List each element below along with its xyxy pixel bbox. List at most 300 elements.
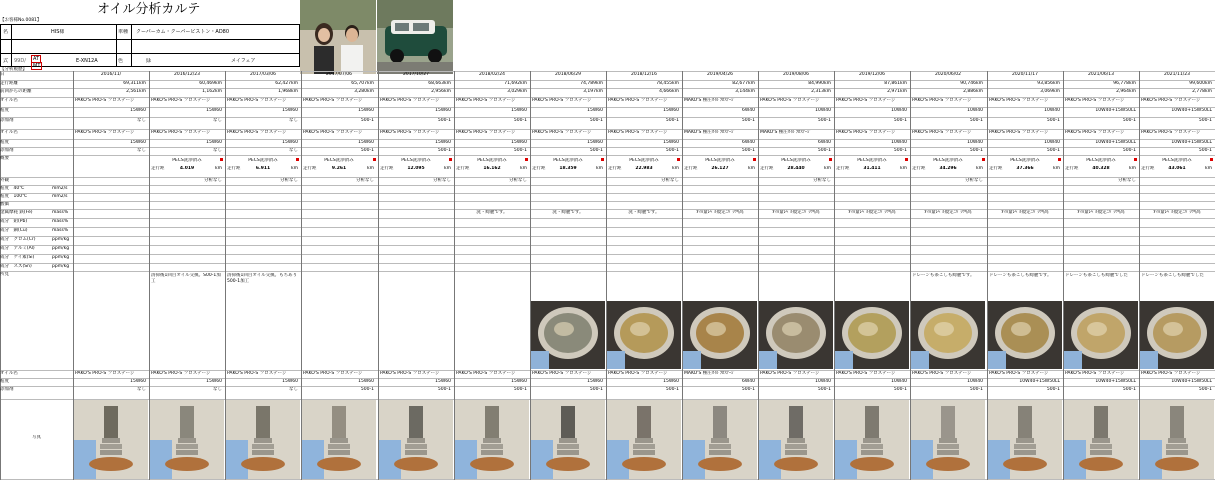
unit-label: mass% <box>52 219 69 224</box>
customer-info-box <box>0 24 300 67</box>
column-pecs-note: PECS洗浄済み <box>553 158 583 163</box>
row-label-viscosity3: 粘度 <box>0 379 9 384</box>
column-oil-name: PAKO'S PRO-S フロステージ <box>227 98 287 103</box>
column-oil-name2: PAKO'S PRO-S フロステージ <box>989 130 1049 135</box>
column-additive2: なし <box>289 148 298 153</box>
column-oil-name2: MAKO'S 極圧ｵｲﾙ ﾌﾛｽﾃｰｼﾞ <box>760 130 812 135</box>
column-distance-value: 43.061 <box>1168 166 1186 171</box>
column-since-last: 2,971km <box>887 89 907 94</box>
column-viscosity2: 15W60 <box>206 140 222 145</box>
column-additive3: 500-1 <box>1122 387 1136 392</box>
column-oil-name: PAKO'S PRO-S フロステージ <box>912 98 972 103</box>
drain-plug-photo <box>1064 400 1138 479</box>
row-label-v100: 粘度 100℃ <box>0 194 28 199</box>
column-oil-name: PAKO'S PRO-S フロステージ <box>151 98 211 103</box>
column-additive3: 500-1 <box>969 387 983 392</box>
car-value: クーパーカム・クーパーピストン・AD80 <box>136 29 230 35</box>
column-oil-name: PAKO'S PRO-S フロステージ <box>380 98 440 103</box>
column-additive3: 500-1 <box>513 387 527 392</box>
column-additive2: 500-1 <box>1046 148 1060 153</box>
column-oil-name: PAKO'S PRO-S フロステージ <box>836 98 896 103</box>
column-oil-name2: PAKO'S PRO-S フロステージ <box>380 130 440 135</box>
column-remarks: ドレーンも茶こしも綺麗でした <box>1141 273 1204 278</box>
column-additive3: なし <box>213 387 222 392</box>
column-viscosity3: 15W60 <box>435 379 451 384</box>
row-divider <box>0 245 1215 246</box>
strainer-photo <box>988 301 1062 369</box>
column-pecs-note: PECS洗浄済み <box>781 158 811 163</box>
row-divider <box>0 227 1215 228</box>
column-distance-label: 走行距 <box>760 166 774 171</box>
column-distance-unit: km <box>1053 166 1060 171</box>
drain-plug-photo <box>302 400 376 479</box>
column-metal-note: ｵｲﾙ量ﾚﾍﾞﾙ規定ﾆﾊﾞﾗﾂｷ高 <box>1077 210 1125 215</box>
column-mileage: 68,663km <box>428 81 451 86</box>
column-viscosity3: 15W60 <box>206 379 222 384</box>
column-since-last: 1,968km <box>278 89 298 94</box>
column-oil-name: PAKO'S PRO-S フロステージ <box>1141 98 1201 103</box>
column-distance-unit: km <box>976 166 983 171</box>
column-distance-label: 走行距 <box>1141 166 1155 171</box>
column-oil-name: PAKO'S PRO-S フロステージ <box>760 98 820 103</box>
column-distance-value: 37.366 <box>1016 166 1034 171</box>
row-label-photo-label: 写真 <box>32 435 41 440</box>
column-oil-name3: PAKO'S PRO-S フロステージ <box>912 371 972 376</box>
mt-badge: MT <box>33 63 41 69</box>
column-oil-name: PAKO'S PRO-S フロステージ <box>989 98 1049 103</box>
column-distance-value: 34.296 <box>939 166 957 171</box>
column-appearance: 分析なし <box>433 178 451 183</box>
row-divider <box>0 254 1215 255</box>
column-remarks: ドレーンも茶こしも綺麗でした <box>1065 273 1128 278</box>
column-distance-label: 走行距 <box>456 166 470 171</box>
column-viscosity2: 10W40 <box>891 140 907 145</box>
row-divider <box>0 236 1215 237</box>
column-distance-unit: km <box>215 166 222 171</box>
column-viscosity: 10W40+15W50LL <box>1171 108 1212 113</box>
column-additive: 500-1 <box>1122 118 1136 123</box>
column-distance-label: 走行距 <box>989 166 1003 171</box>
row-label-additive2: 添加剤 <box>0 148 14 153</box>
column-oil-name2: MAKO'S 極圧ｵｲﾙ ﾌﾛｽﾃｰｼﾞ <box>684 130 736 135</box>
column-oil-name3: PAKO'S PRO-S フロステージ <box>456 371 516 376</box>
drain-plug-photo <box>988 400 1062 479</box>
column-distance-label: 走行距 <box>1065 166 1079 171</box>
drain-plug-photo <box>226 400 300 479</box>
column-metal-note: 洗・綺麗です。 <box>476 210 508 215</box>
column-mileage: 96,778km <box>1113 81 1136 86</box>
column-additive3: 500-1 <box>665 387 679 392</box>
column-oil-name: PAKO'S PRO-S フロステージ <box>608 98 668 103</box>
column-oil-name3: PAKO'S PRO-S フロステージ <box>151 371 211 376</box>
column-mileage: 62,427km <box>275 81 298 86</box>
column-distance-value: 12.095 <box>407 166 425 171</box>
column-viscosity3: 10W40 <box>891 379 907 384</box>
unit-label: mass% <box>52 228 69 233</box>
column-since-last: 4,666km <box>659 89 679 94</box>
column-mileage: 69,311km <box>123 81 146 86</box>
strainer-photo <box>911 301 985 369</box>
drain-plug-photo <box>531 400 605 479</box>
column-distance-unit: km <box>291 166 298 171</box>
column-viscosity2: 15W60 <box>587 140 603 145</box>
column-mileage: 82,677km <box>732 81 755 86</box>
row-label-viscosity: 粘度 <box>0 108 9 113</box>
row-label-since-last: 前回からの距離 <box>0 89 32 94</box>
unit-label: mm2/s <box>52 194 68 199</box>
column-mileage: 65,707km <box>351 81 374 86</box>
column-since-last: 3,197km <box>583 89 603 94</box>
column-distance-label: 走行距 <box>303 166 317 171</box>
row-label-oil-name: オイル名 <box>0 98 18 103</box>
column-distance-value: 6.911 <box>255 166 271 171</box>
column-distance-label: 走行距 <box>380 166 394 171</box>
row-label-viscosity2: 粘度 <box>0 140 9 145</box>
column-oil-name3: PAKO'S PRO-S フロステージ <box>836 371 896 376</box>
column-pecs-note: PECS洗浄済み <box>933 158 963 163</box>
red-flag-icon <box>829 158 832 161</box>
column-additive2: 500-1 <box>437 148 451 153</box>
column-date: 2017/03/06 <box>250 72 276 77</box>
column-metal-note: ｵｲﾙ量ﾚﾍﾞﾙ規定ﾆﾊﾞﾗﾂｷ高 <box>1001 210 1049 215</box>
red-flag-icon <box>753 158 756 161</box>
column-pecs-note: PECS洗浄済み <box>324 158 354 163</box>
drain-plug-photo <box>835 400 909 479</box>
column-additive2: 500-1 <box>589 148 603 153</box>
column-additive: なし <box>137 118 146 123</box>
column-date: 2018/02/24 <box>479 72 505 77</box>
column-pecs-note: PECS洗浄済み <box>1010 158 1040 163</box>
column-oil-name: MAKO'S 極圧ｵｲﾙ ﾌﾛｽﾃｰｼﾞ <box>684 98 736 103</box>
column-oil-name2: PAKO'S PRO-S フロステージ <box>456 130 516 135</box>
column-viscosity: 10W40 <box>891 108 907 113</box>
column-distance-label: 走行距 <box>836 166 850 171</box>
column-metal-note: ｵｲﾙ量ﾚﾍﾞﾙ規定ﾆﾊﾞﾗﾂｷ高 <box>696 210 744 215</box>
column-distance-label: 走行距 <box>532 166 546 171</box>
drain-plug-photo <box>683 400 757 479</box>
column-distance-unit: km <box>1205 166 1212 171</box>
drain-plug-photo <box>607 400 681 479</box>
column-distance-label: 走行距 <box>912 166 926 171</box>
column-appearance: 分析なし <box>204 178 222 183</box>
column-mileage: 84,990km <box>808 81 831 86</box>
column-mileage: 93,856km <box>1037 81 1060 86</box>
column-viscosity2: 10W40+15W50LL <box>1171 140 1212 145</box>
column-additive2: 500-1 <box>893 148 907 153</box>
column-date: 2018/06/29 <box>555 72 581 77</box>
column-distance-value: 16.162 <box>483 166 501 171</box>
column-since-last: 2,778km <box>1192 89 1212 94</box>
column-since-last: 3,069km <box>1040 89 1060 94</box>
row-divider <box>0 185 1215 186</box>
column-pecs-note: PECS洗浄済み <box>477 158 507 163</box>
drain-plug-photo <box>911 400 985 479</box>
column-distance-unit: km <box>1129 166 1136 171</box>
row-label-si: 成分 ケイ素(Si) <box>0 255 35 260</box>
row-label-sn: 成分 スズ(Sn) <box>0 264 32 269</box>
column-viscosity2: 15W60 <box>130 140 146 145</box>
column-additive3: なし <box>289 387 298 392</box>
column-oil-name: PAKO'S PRO-S フロステージ <box>532 98 592 103</box>
column-distance-unit: km <box>367 166 374 171</box>
column-viscosity3: 15W60 <box>587 379 603 384</box>
column-distance-label: 走行距 <box>608 166 622 171</box>
column-since-last: 2,964km <box>1116 89 1136 94</box>
column-date: 2020/06/02 <box>935 72 961 77</box>
drain-plug-photo <box>759 400 833 479</box>
column-mileage: 99,600km <box>1189 81 1212 86</box>
column-distance-label: 走行距 <box>227 166 241 171</box>
column-remarks: ドレーンも茶こしも綺麗です。 <box>912 273 975 278</box>
shop-value: メイフェア <box>231 58 256 64</box>
column-pecs-note: PECS洗浄済み <box>857 158 887 163</box>
row-label-oil-name3: オイル名 <box>0 371 18 376</box>
customer-number: 【お客様No.0081】 <box>0 18 42 23</box>
column-oil-name3: PAKO'S PRO-S フロステージ <box>227 371 287 376</box>
column-oil-name2: PAKO'S PRO-S フロステージ <box>75 130 135 135</box>
unit-label: ppm/kg <box>52 264 70 269</box>
column-oil-name2: PAKO'S PRO-S フロステージ <box>227 130 287 135</box>
name-label: 名 <box>3 29 9 35</box>
column-appearance: 分析なし <box>509 178 527 183</box>
unit-label: ppm/kg <box>52 237 70 242</box>
column-pecs-note: PECS洗浄済み <box>1162 158 1192 163</box>
row-divider <box>0 218 1215 219</box>
column-date: 2019/12/06 <box>859 72 885 77</box>
column-date: 2017/07/06 <box>326 72 352 77</box>
column-viscosity2: 10W40 <box>967 140 983 145</box>
column-viscosity: 15W60 <box>130 108 146 113</box>
row-label-pb: 成分 鉛(Pb) <box>0 219 28 224</box>
column-mileage: 90,746km <box>960 81 983 86</box>
column-additive3: 500-1 <box>589 387 603 392</box>
column-viscosity3: 10W40 <box>967 379 983 384</box>
red-flag-icon <box>373 158 376 161</box>
column-date: 2021/11/23 <box>1164 72 1190 77</box>
column-additive: 500-1 <box>665 118 679 123</box>
column-additive2: なし <box>137 148 146 153</box>
red-flag-icon <box>982 158 985 161</box>
column-pecs-note: PECS洗浄済み <box>401 158 431 163</box>
column-oil-name3: PAKO'S PRO-S フロステージ <box>1065 371 1125 376</box>
type-label: 式 <box>3 58 9 64</box>
column-appearance: 分析なし <box>661 178 679 183</box>
column-appearance: 分析なし <box>280 178 298 183</box>
column-oil-name: PAKO'S PRO-S フロステージ <box>456 98 516 103</box>
column-pecs-note: PECS洗浄済み <box>172 158 202 163</box>
red-flag-icon <box>1058 158 1061 161</box>
column-date: 2018/12/16 <box>631 72 657 77</box>
column-since-last: 2,561km <box>126 89 146 94</box>
column-oil-name2: PAKO'S PRO-S フロステージ <box>836 130 896 135</box>
column-appearance: 分析なし <box>356 178 374 183</box>
red-flag-icon <box>1134 158 1137 161</box>
color-value: 緑 <box>146 58 152 64</box>
column-remarks: ドレーンも茶こしも綺麗です。 <box>989 273 1052 278</box>
column-viscosity: 15W60 <box>587 108 603 113</box>
row-divider <box>0 193 1215 194</box>
column-additive: 500-1 <box>437 118 451 123</box>
column-viscosity: 6W40 <box>741 108 755 113</box>
unit-label: ppm/kg <box>52 255 70 260</box>
column-distance-value: 26.127 <box>711 166 729 171</box>
row-label-mileage: 走行距離 <box>0 81 18 86</box>
red-flag-icon <box>1210 158 1213 161</box>
column-date: 2019/08/06 <box>783 72 809 77</box>
column-oil-name3: PAKO'S PRO-S フロステージ <box>989 371 1049 376</box>
column-additive2: 500-1 <box>665 148 679 153</box>
column-additive: 500-1 <box>360 118 374 123</box>
column-oil-name: PAKO'S PRO-S フロステージ <box>75 98 135 103</box>
drain-plug-photo <box>74 400 148 479</box>
column-additive: 500-1 <box>1198 118 1212 123</box>
column-additive3: 500-1 <box>437 387 451 392</box>
row-label-kinvisc: 概要 <box>0 156 9 161</box>
column-metal-note: 洗・綺麗です。 <box>628 210 660 215</box>
row-label-additive: 添加剤 <box>0 118 14 123</box>
column-additive: なし <box>213 118 222 123</box>
column-date: 2020/11/17 <box>1012 72 1038 77</box>
drain-plug-photo <box>150 400 224 479</box>
column-oil-name2: PAKO'S PRO-S フロステージ <box>608 130 668 135</box>
column-additive2: なし <box>213 148 222 153</box>
column-date: 2019/04/26 <box>707 72 733 77</box>
column-additive3: 500-1 <box>360 387 374 392</box>
column-oil-name3: PAKO'S PRO-S フロステージ <box>760 371 820 376</box>
column-viscosity: 15W60 <box>511 108 527 113</box>
column-mileage: 87,861km <box>884 81 907 86</box>
column-oil-name3: PAKO'S PRO-S フロステージ <box>608 371 668 376</box>
column-appearance: 分析なし <box>813 178 831 183</box>
drain-plug-photo <box>455 400 529 479</box>
column-appearance: 分析なし <box>1118 178 1136 183</box>
column-viscosity: 10W40 <box>967 108 983 113</box>
type-value: 99D/ <box>14 58 26 64</box>
column-pecs-note: PECS洗浄済み <box>629 158 659 163</box>
column-oil-name: PAKO'S PRO-S フロステージ <box>303 98 363 103</box>
column-since-last: 2,956km <box>431 89 451 94</box>
at-badge: AT <box>33 56 40 62</box>
column-distance-value: 18.359 <box>559 166 577 171</box>
row-label-additive3: 添加剤 <box>0 387 14 392</box>
drain-plug-photo <box>1140 400 1214 479</box>
column-pecs-note: PECS洗浄済み <box>1086 158 1116 163</box>
column-distance-label: 走行距 <box>684 166 698 171</box>
strainer-photo <box>683 301 757 369</box>
column-mileage: 71,692km <box>504 81 527 86</box>
row-divider <box>0 271 1215 272</box>
column-viscosity: 10W40 <box>815 108 831 113</box>
column-viscosity2: 10W40+15W50LL <box>1095 140 1136 145</box>
column-viscosity2: 15W60 <box>282 140 298 145</box>
column-pecs-note: PECS洗浄済み <box>248 158 278 163</box>
model-code: E-XN12A <box>76 58 98 64</box>
column-viscosity3: 6W40 <box>741 379 755 384</box>
column-remarks: 清掃後1回目オイル交換。S00-1加工 <box>151 273 221 284</box>
column-distance-unit: km <box>520 166 527 171</box>
column-additive: 500-1 <box>589 118 603 123</box>
row-divider <box>0 155 1215 156</box>
column-additive3: 500-1 <box>817 387 831 392</box>
column-since-last: 2,886km <box>963 89 983 94</box>
column-viscosity2: 15W60 <box>511 140 527 145</box>
column-date: 2016/12/23 <box>174 72 200 77</box>
column-additive2: 500-1 <box>969 148 983 153</box>
column-pecs-note: PECS洗浄済み <box>705 158 735 163</box>
column-oil-name3: PAKO'S PRO-S フロステージ <box>303 371 363 376</box>
column-mileage: 60,469km <box>199 81 222 86</box>
column-viscosity: 15W60 <box>358 108 374 113</box>
row-divider <box>0 201 1215 202</box>
column-additive3: 500-1 <box>741 387 755 392</box>
column-distance-unit: km <box>672 166 679 171</box>
column-viscosity2: 15W60 <box>358 140 374 145</box>
row-label-v40: 粘度 40℃ <box>0 186 25 191</box>
column-viscosity: 10W40 <box>1044 108 1060 113</box>
red-flag-icon <box>296 158 299 161</box>
column-date: 2021/06/13 <box>1088 72 1114 77</box>
column-additive2: 500-1 <box>1122 148 1136 153</box>
column-mileage: 74,789km <box>580 81 603 86</box>
column-additive: 500-1 <box>1046 118 1060 123</box>
column-since-last: 3,144km <box>735 89 755 94</box>
color-label: 色 <box>118 58 124 64</box>
column-oil-name: PAKO'S PRO-S フロステージ <box>1065 98 1125 103</box>
red-flag-icon <box>677 158 680 161</box>
column-metal-note: ｵｲﾙ量ﾚﾍﾞﾙ規定ﾆﾊﾞﾗﾂｷ高 <box>924 210 972 215</box>
column-oil-name3: PAKO'S PRO-S フロステージ <box>1141 371 1201 376</box>
column-additive: 500-1 <box>741 118 755 123</box>
customer-photo <box>300 0 376 74</box>
column-viscosity3: 10W40+15W50LL <box>1019 379 1060 384</box>
column-date: 2016/11/ <box>100 72 122 77</box>
column-distance-value: 40.328 <box>1092 166 1110 171</box>
column-distance-value: 22.983 <box>635 166 653 171</box>
column-additive: 500-1 <box>893 118 907 123</box>
column-metal-note: ｵｲﾙ量ﾚﾍﾞﾙ規定ﾆﾊﾞﾗﾂｷ高 <box>772 210 820 215</box>
row-label-appearance: 外観 <box>0 178 9 183</box>
row-label-oil-name2: オイル名 <box>0 130 18 135</box>
column-oil-name2: PAKO'S PRO-S フロステージ <box>532 130 592 135</box>
unit-label: mm2/s <box>52 186 68 191</box>
column-viscosity3: 15W60 <box>358 379 374 384</box>
column-distance-unit: km <box>748 166 755 171</box>
column-additive3: 500-1 <box>1046 387 1060 392</box>
column-distance-unit: km <box>596 166 603 171</box>
red-flag-icon <box>905 158 908 161</box>
column-viscosity: 15W60 <box>206 108 222 113</box>
row-label-date: 日 <box>0 72 5 77</box>
column-viscosity3: 10W40+15W50LL <box>1095 379 1136 384</box>
column-viscosity2: 6W40 <box>741 140 755 145</box>
column-since-last: 1,162km <box>202 89 222 94</box>
column-appearance: 分析なし <box>965 178 983 183</box>
column-viscosity3: 10W40+15W50LL <box>1171 379 1212 384</box>
column-viscosity3: 15W60 <box>282 379 298 384</box>
red-flag-icon <box>220 158 223 161</box>
column-viscosity3: 15W60 <box>511 379 527 384</box>
column-additive: なし <box>289 118 298 123</box>
column-oil-name2: PAKO'S PRO-S フロステージ <box>151 130 211 135</box>
column-remarks: 清掃後1回目オイル交換。もちあり500-1加工 <box>227 273 298 284</box>
column-additive3: 500-1 <box>1198 387 1212 392</box>
column-mileage: 78,455km <box>656 81 679 86</box>
car-label: 車種 <box>118 29 129 35</box>
column-viscosity3: 10W40 <box>815 379 831 384</box>
row-divider <box>0 263 1215 264</box>
strainer-photo <box>835 301 909 369</box>
unit-label: ppm/kg <box>52 246 70 251</box>
